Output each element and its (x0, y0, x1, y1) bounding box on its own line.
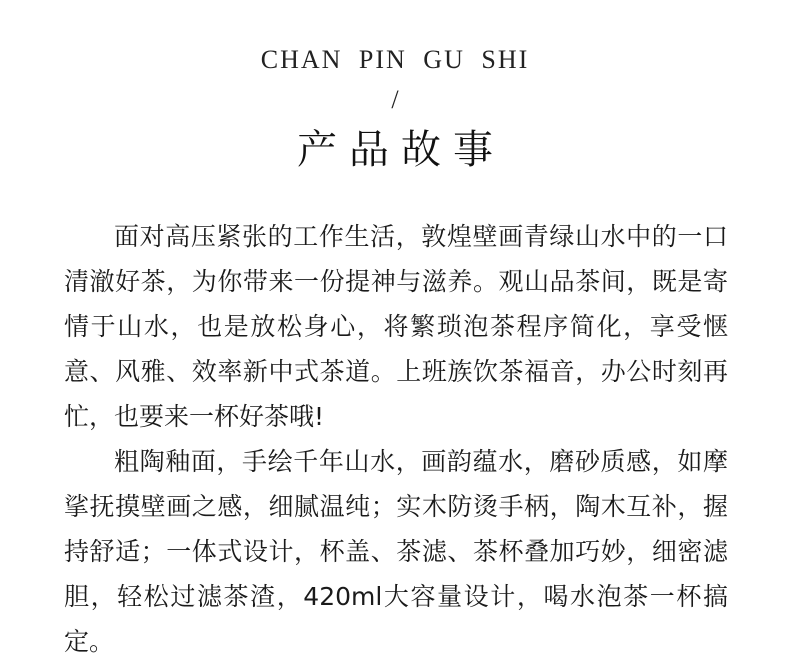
story-paragraph-1: 面对高压紧张的工作生活，敦煌壁画青绿山水中的一口清澈好茶，为你带来一份提神与滋养。观山品茶间，既是寄情于山水，也是放松身心，将繁琐泡茶程序简化，享受惬意、风雅、效率新中式茶道。上班族饮茶福音，办公时刻再忙，也要来一杯好茶哦! (64, 222, 728, 431)
title-divider: / (391, 85, 399, 114)
story-paragraph-2: 粗陶釉面，手绘千年山水，画韵蕴水，磨砂质感，如摩挲抚摸壁画之感，细腻温纯；实木防烫手柄，陶木互补，握持舒适；一体式设计，杯盖、茶滤、茶杯叠加巧妙，细密滤胆，轻松过滤茶渣，420ml大容量设计，喝水泡茶一杯搞定。 (64, 447, 728, 656)
subtitle-pinyin: CHAN PIN GU SHI (260, 45, 530, 74)
page-title: 产品故事 (297, 127, 505, 173)
story-body (64, 214, 728, 664)
